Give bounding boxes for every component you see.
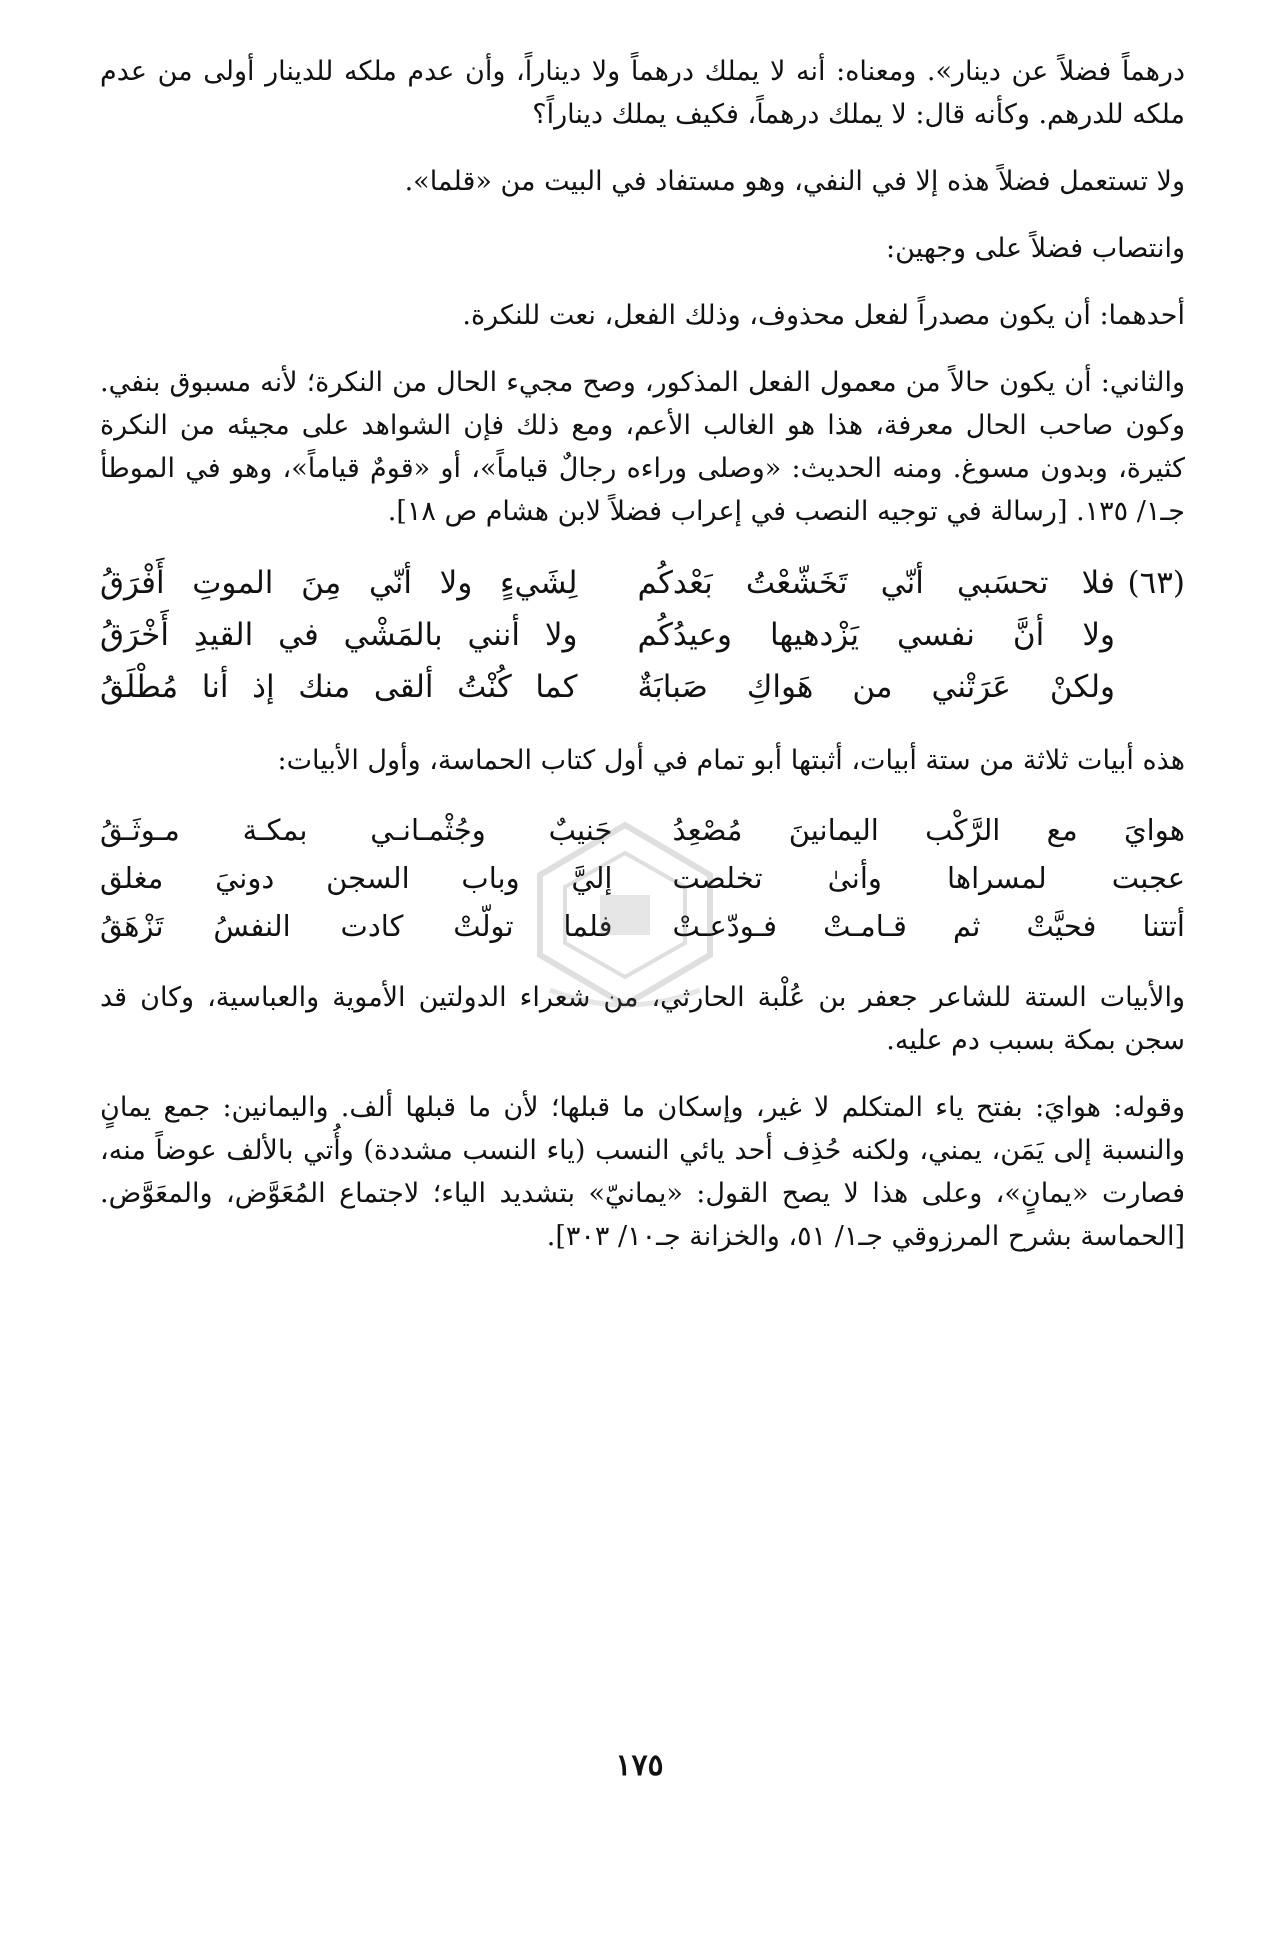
paragraph-1: درهماً فضلاً عن دينار». ومعناه: أنه لا يملك درهماً ولا ديناراً، وأن عدم ملكه للدينار أولى من عدم ملكه للدرهم. وكأنه قال: لا يملك درهماً، فكيف يملك ديناراً؟ [100, 56, 1185, 130]
verse-first-hemistich: ولكنْ عَرَتْني من هَواكِ صَبابَةٌ [637, 669, 1115, 705]
verse-block-hamasa [100, 806, 1185, 950]
verse-second-hemistich: كما كُنْتُ ألقى منك إذ أنا مُطْلَقُ [100, 669, 578, 705]
verse-first-hemistich: ولا أنَّ نفسي يَزْدهيها وعيدُكُم [637, 617, 1115, 653]
verse-number: (٦٣) [1127, 565, 1185, 601]
verse-first-hemistich: عجبت لمسراها وأنىٰ تخلصت [672, 861, 1185, 895]
paragraph-2: ولا تستعمل فضلاً هذه إلا في النفي، وهو مستفاد في البيت من «قلما». [404, 166, 1185, 197]
verse-line [100, 661, 1185, 713]
verse-second-hemistich: جَنيبٌ وجُثْمـانـي بمكـة مـوثَـقُ [100, 813, 613, 847]
verse-first-hemistich: فلا تحسَبي أنّي تَخَشّعْتُ بَعْدكُم [637, 565, 1115, 601]
verse-second-hemistich: ولا أنني بالمَشْي في القيدِ أَخْرَقُ [100, 617, 578, 653]
paragraph-6: والأبيات الستة للشاعر جعفر بن عُلْبة الحارثي، من شعراء الدولتين الأموية والعباسية، وكان قد سجن بمكة بسبب دم عليه. [100, 982, 1185, 1056]
paragraph-intro-abyat: هذه أبيات ثلاثة من ستة أبيات، أثبتها أبو تمام في أول كتاب الحماسة، وأول الأبيات: [277, 745, 1185, 776]
paragraph-5: والثاني: أن يكون حالاً من معمول الفعل المذكور، وصح مجيء الحال من النكرة؛ لأنه مسبوق بنفي. وكون صاحب الحال معرفة، هذا هو الغالب الأعم، ومع ذلك فإن الشواهد على مجيئه من النكرة كثيرة، وبدون مسوغ. ومنه الحديث: «وصلى وراءه رجالٌ قياماً»، أو «قومٌ قياماً»، وهو في الموطأ جـ١/ ١٣٥. [رسالة في توجيه النصب في إعراب فضلاً لابن هشام ص ١٨]. [100, 367, 1186, 527]
verse-first-hemistich: هوايَ مع الرَّكْب اليمانينَ مُصْعِدُ [672, 813, 1185, 847]
verse-second-hemistich: إليَّ وباب السجن دونيَ مغلق [100, 861, 613, 895]
verse-first-hemistich: أتتنا فحيَّتْ ثم قـامـتْ فـودّعـتْ [672, 909, 1185, 943]
verse-block-63 [100, 557, 1185, 713]
paragraph-7: وقوله: هوايَ: بفتح ياء المتكلم لا غير، وإسكان ما قبلها؛ لأن ما قبلها ألف. واليمانين: جمع يمانٍ والنسبة إلى يَمَن، يمني، ولكنه حُذِف أحد يائي النسب (ياء النسب مشددة) وأُتي بالألف عوضاً منه، فصارت «يمانٍ»، وعلى هذا لا يصح القول: «يمانيّ» بتشديد الياء؛ لاجتماع المُعَوَّض، والمعَوَّض. [الحماسة بشرح المرزوقي جـ١/ ٥١، والخزانة جـ١٠/ ٣٠٣]. [100, 1092, 1185, 1252]
verse-second-hemistich: فلما تولّتْ كادت النفسُ تَزْهَقُ [100, 909, 613, 943]
page-number: ١٧٥ [615, 1748, 664, 1783]
verse-second-hemistich: لِشَيءٍ ولا أنّي مِنَ الموتِ أَفْرَقُ [100, 565, 578, 601]
verse-line [100, 902, 1185, 950]
paragraph-4: أحدهما: أن يكون مصدراً لفعل محذوف، وذلك الفعل، نعت للنكرة. [462, 300, 1185, 331]
page-content [100, 50, 1185, 1282]
verse-line [100, 806, 1185, 854]
verse-line [100, 609, 1185, 661]
verse-line [100, 854, 1185, 902]
paragraph-3: وانتصاب فضلاً على وجهين: [886, 233, 1185, 264]
verse-line [100, 557, 1185, 609]
